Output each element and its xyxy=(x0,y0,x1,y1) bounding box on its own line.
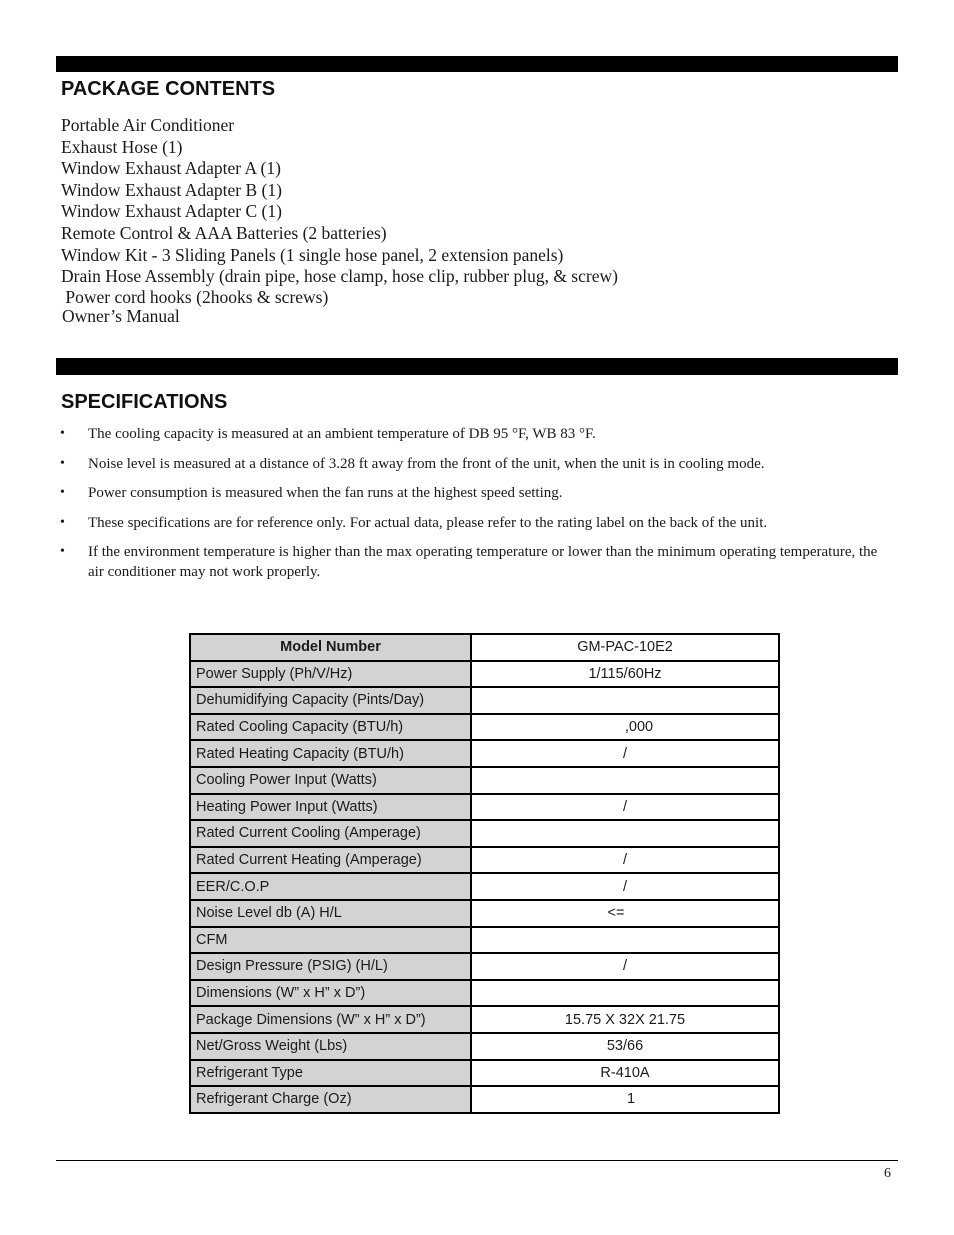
table-row xyxy=(190,1086,779,1113)
table-row-value xyxy=(471,687,779,714)
table-row-label: Dehumidifying Capacity (Pints/Day) xyxy=(190,687,471,714)
list-item: Window Exhaust Adapter B (1) xyxy=(61,179,282,200)
table-row-label: Refrigerant Charge (Oz) xyxy=(190,1086,471,1113)
table-row xyxy=(190,1006,779,1033)
table-row xyxy=(190,953,779,980)
note-item: • If the environment temperature is higher than the max operating temperature or lower than the minimum operating temperature, the air conditioner may not work properly. xyxy=(60,542,890,582)
table-row xyxy=(190,687,779,714)
table-row-value xyxy=(471,927,779,954)
table-row-label: Rated Current Cooling (Amperage) xyxy=(190,820,471,847)
table-row-label: Rated Heating Capacity (BTU/h) xyxy=(190,740,471,767)
table-row xyxy=(190,873,779,900)
list-item: Remote Control & AAA Batteries (2 batteries) xyxy=(61,222,387,243)
table-row xyxy=(190,820,779,847)
table-row-label: Rated Cooling Capacity (BTU/h) xyxy=(190,714,471,741)
table-row-value: / xyxy=(471,953,779,980)
list-item: Power cord hooks (2hooks & screws) xyxy=(61,286,329,307)
table-row-value xyxy=(471,767,779,794)
list-item: Exhaust Hose (1) xyxy=(61,136,183,157)
list-item: Owner’s Manual xyxy=(62,306,180,327)
table-row xyxy=(190,900,779,927)
table-row-value: ,000 xyxy=(471,714,779,741)
table-row-label: Cooling Power Input (Watts) xyxy=(190,767,471,794)
footer-rule xyxy=(56,1160,898,1161)
table-row-label: Net/Gross Weight (Lbs) xyxy=(190,1033,471,1060)
table-row xyxy=(190,1060,779,1087)
table-row-label: Power Supply (Ph/V/Hz) xyxy=(190,661,471,688)
note-item: • Noise level is measured at a distance of 3.28 ft away from the front of the unit, when the unit is in cooling mode. xyxy=(60,454,890,474)
table-row-value: R-410A xyxy=(471,1060,779,1087)
list-item: Window Kit - 3 Sliding Panels (1 single hose panel, 2 extension panels) xyxy=(61,244,564,265)
table-row-value xyxy=(471,820,779,847)
specifications-table xyxy=(189,633,780,1114)
table-row-value: 15.75 X 32X 21.75 xyxy=(471,1006,779,1033)
page-number: 6 xyxy=(884,1166,891,1181)
package-contents-list xyxy=(61,115,618,327)
table-row-label: Model Number xyxy=(190,634,471,661)
table-row-value: GM-PAC-10E2 xyxy=(471,634,779,661)
table-row xyxy=(190,980,779,1007)
table-row-value: 53/66 xyxy=(471,1033,779,1060)
table-row xyxy=(190,794,779,821)
table-row xyxy=(190,714,779,741)
table-row-label: Design Pressure (PSIG) (H/L) xyxy=(190,953,471,980)
table-row-label: CFM xyxy=(190,927,471,954)
table-row-label: Noise Level db (A) H/L xyxy=(190,900,471,927)
table-row-value: / xyxy=(471,847,779,874)
note-item: • These specifications are for reference only. For actual data, please refer to the rating label on the back of the unit. xyxy=(60,513,890,533)
table-row xyxy=(190,927,779,954)
section-divider-bar xyxy=(56,358,898,375)
table-row-label: Rated Current Heating (Amperage) xyxy=(190,847,471,874)
section-divider-bar xyxy=(56,56,898,72)
specification-notes xyxy=(60,424,890,592)
list-item: Window Exhaust Adapter C (1) xyxy=(61,201,282,222)
table-row-label: Heating Power Input (Watts) xyxy=(190,794,471,821)
note-item: • The cooling capacity is measured at an ambient temperature of DB 95 °F, WB 83 °F. xyxy=(60,424,890,444)
table-row xyxy=(190,634,779,661)
table-row-label: Package Dimensions (W” x H” x D”) xyxy=(190,1006,471,1033)
table-row xyxy=(190,1033,779,1060)
package-contents-heading: PACKAGE CONTENTS xyxy=(61,78,276,100)
table-row-label: Refrigerant Type xyxy=(190,1060,471,1087)
specifications-heading: SPECIFICATIONS xyxy=(61,391,228,413)
table-row xyxy=(190,740,779,767)
table-row-value: / xyxy=(471,873,779,900)
table-row xyxy=(190,767,779,794)
table-row-value: 1/115/60Hz xyxy=(471,661,779,688)
table-row-label: Dimensions (W” x H” x D”) xyxy=(190,980,471,1007)
table-row-value: <= xyxy=(471,900,779,927)
table-row-value: / xyxy=(471,740,779,767)
table-row-value: / xyxy=(471,794,779,821)
list-item: Drain Hose Assembly (drain pipe, hose clamp, hose clip, rubber plug, & screw) xyxy=(61,266,618,287)
note-item: • Power consumption is measured when the fan runs at the highest speed setting. xyxy=(60,483,890,503)
table-row-value xyxy=(471,980,779,1007)
table-row xyxy=(190,661,779,688)
table-row-value: 1 xyxy=(471,1086,779,1113)
table-row-label: EER/C.O.P xyxy=(190,873,471,900)
table-row xyxy=(190,847,779,874)
list-item: Portable Air Conditioner xyxy=(61,115,235,135)
list-item: Window Exhaust Adapter A (1) xyxy=(61,158,281,179)
